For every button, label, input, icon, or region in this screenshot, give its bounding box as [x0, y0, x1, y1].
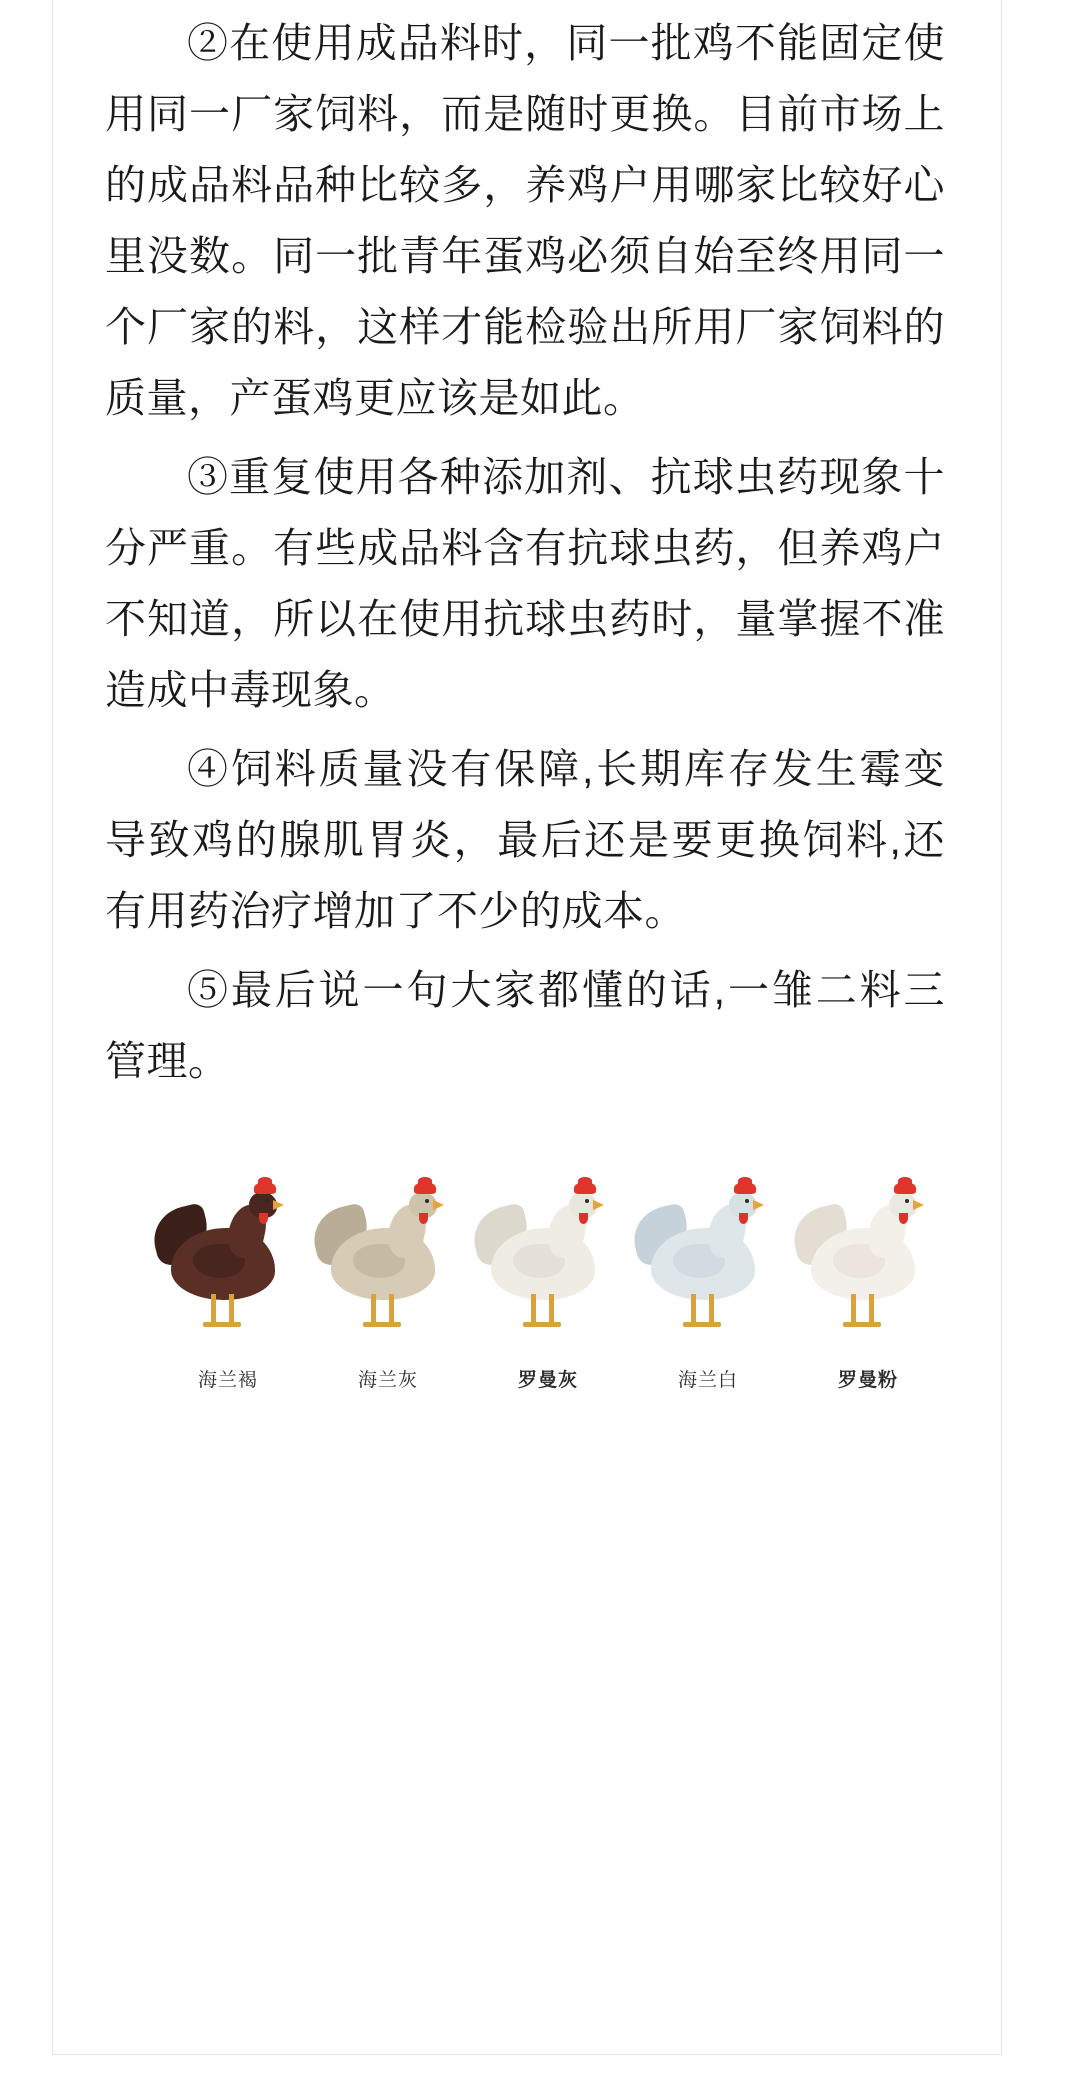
comb-icon — [734, 1182, 756, 1194]
chicken-illustration — [793, 1180, 943, 1355]
paragraph-5: ⑤最后说一句大家都懂的话,一雏二料三管理。 — [105, 967, 945, 1084]
breed-item — [313, 1180, 463, 1392]
breed-item — [793, 1180, 943, 1392]
breed-caption: 海兰灰 — [357, 1370, 418, 1391]
chicken-illustration — [153, 1180, 303, 1355]
chicken-illustration — [633, 1180, 783, 1355]
paragraph-3: ③重复使用各种添加剂、抗球虫药现象十分严重。有些成品料含有抗球虫药，但养鸡户不知道，所以在使用抗球虫药时，量掌握不准造成中毒现象。 — [105, 454, 945, 713]
breed-item — [473, 1180, 623, 1392]
breed-item — [153, 1180, 303, 1392]
comb-icon — [894, 1182, 916, 1194]
comb-icon — [254, 1182, 276, 1194]
article-body — [105, 8, 945, 1105]
breed-gallery — [153, 1180, 943, 1392]
chicken-illustration — [313, 1180, 463, 1355]
breed-caption: 海兰褐 — [197, 1370, 258, 1391]
chicken-illustration — [473, 1180, 623, 1355]
breed-caption: 罗曼粉 — [837, 1370, 898, 1391]
breed-caption: 罗曼灰 — [517, 1370, 578, 1391]
comb-icon — [574, 1182, 596, 1194]
paragraph-4: ④饲料质量没有保障,长期库存发生霉变导致鸡的腺肌胃炎，最后还是要更换饲料,还有用药治疗增加了不少的成本。 — [105, 746, 945, 934]
breed-item — [633, 1180, 783, 1392]
article-sheet — [52, 0, 1002, 2055]
breed-caption: 海兰白 — [677, 1370, 738, 1391]
comb-icon — [414, 1182, 436, 1194]
paragraph-2: ②在使用成品料时，同一批鸡不能固定使用同一厂家饲料，而是随时更换。目前市场上的成品料品种比较多，养鸡户用哪家比较好心里没数。同一批青年蛋鸡必须自始至终用同一个厂家的料，这样才能检验出所用厂家饲料的质量，产蛋鸡更应该是如此。 — [105, 20, 945, 421]
